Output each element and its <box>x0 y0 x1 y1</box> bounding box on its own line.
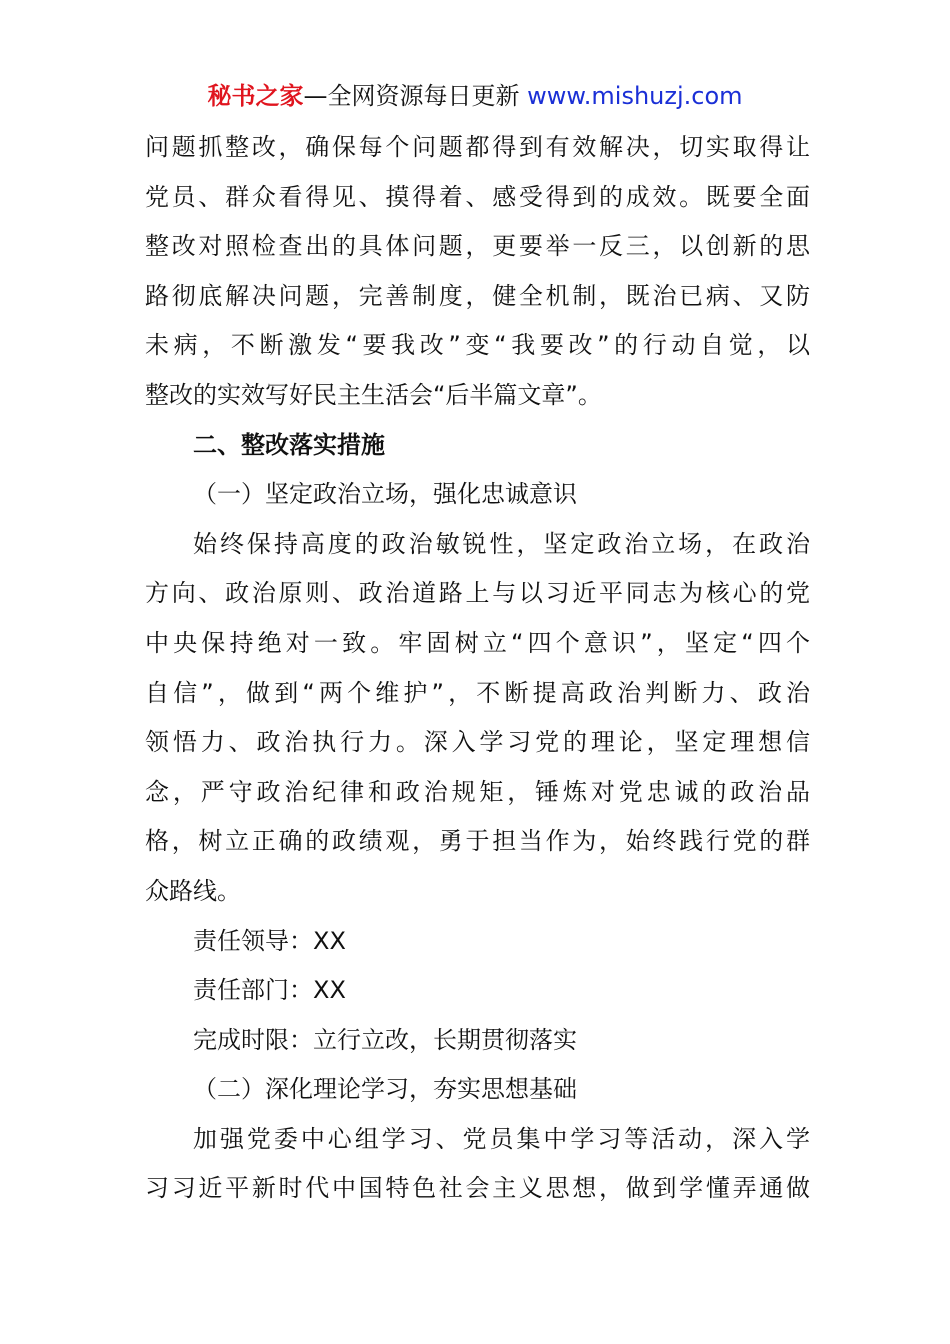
completion-deadline: 完成时限：立行立改，长期贯彻落实 <box>193 1025 577 1054</box>
responsible-department: 责任部门：XX <box>193 976 346 1005</box>
paragraph-line: 党员、群众看得见、摸得着、感受得到的成效。既要全面 <box>145 182 810 211</box>
subsection-heading: （二）深化理论学习，夯实思想基础 <box>193 1075 577 1104</box>
paragraph-line: 习习近平新时代中国特色社会主义思想，做到学懂弄通做 <box>145 1174 810 1203</box>
paragraph-line: 方向、政治原则、政治道路上与以习近平同志为核心的党 <box>145 579 810 608</box>
site-url-link[interactable]: www.mishuzj.com <box>527 82 743 110</box>
paragraph-line: 加强党委中心组学习、党员集中学习等活动，深入学 <box>193 1124 810 1153</box>
paragraph-line: 格，树立正确的政绩观，勇于担当作为，始终践行党的群 <box>145 827 810 856</box>
site-header <box>0 78 950 114</box>
paragraph-line: 自信”，做到“两个维护”，不断提高政治判断力、政治 <box>145 678 810 707</box>
paragraph-line: 问题抓整改，确保每个问题都得到有效解决，切实取得让 <box>145 133 810 161</box>
paragraph-line: 念，严守政治纪律和政治规矩，锤炼对党忠诚的政治品 <box>145 777 810 806</box>
paragraph-line: 路彻底解决问题，完善制度，健全机制，既治已病、又防 <box>145 281 810 310</box>
site-tagline: —全网资源每日更新 <box>303 82 520 110</box>
site-brand: 秘书之家 <box>207 82 304 110</box>
paragraph-line: 众路线。 <box>145 876 241 905</box>
paragraph-line: 整改的实效写好民主生活会“后半篇文章”。 <box>145 380 602 409</box>
paragraph-line: 领悟力、政治执行力。深入学习党的理论，坚定理想信 <box>145 728 810 757</box>
paragraph-line: 未病，不断激发“要我改”变“我要改”的行动自觉，以 <box>145 331 810 360</box>
subsection-heading: （一）坚定政治立场，强化忠诚意识 <box>193 480 577 509</box>
paragraph-line: 中央保持绝对一致。牢固树立“四个意识”，坚定“四个 <box>145 628 810 657</box>
document-body <box>145 123 810 1214</box>
paragraph-line: 整改对照检查出的具体问题，更要举一反三，以创新的思 <box>145 232 810 261</box>
paragraph-line: 始终保持高度的政治敏锐性，坚定政治立场，在政治 <box>193 529 810 558</box>
section-heading: 二、整改落实措施 <box>193 430 385 459</box>
responsible-leader: 责任领导：XX <box>193 926 346 955</box>
